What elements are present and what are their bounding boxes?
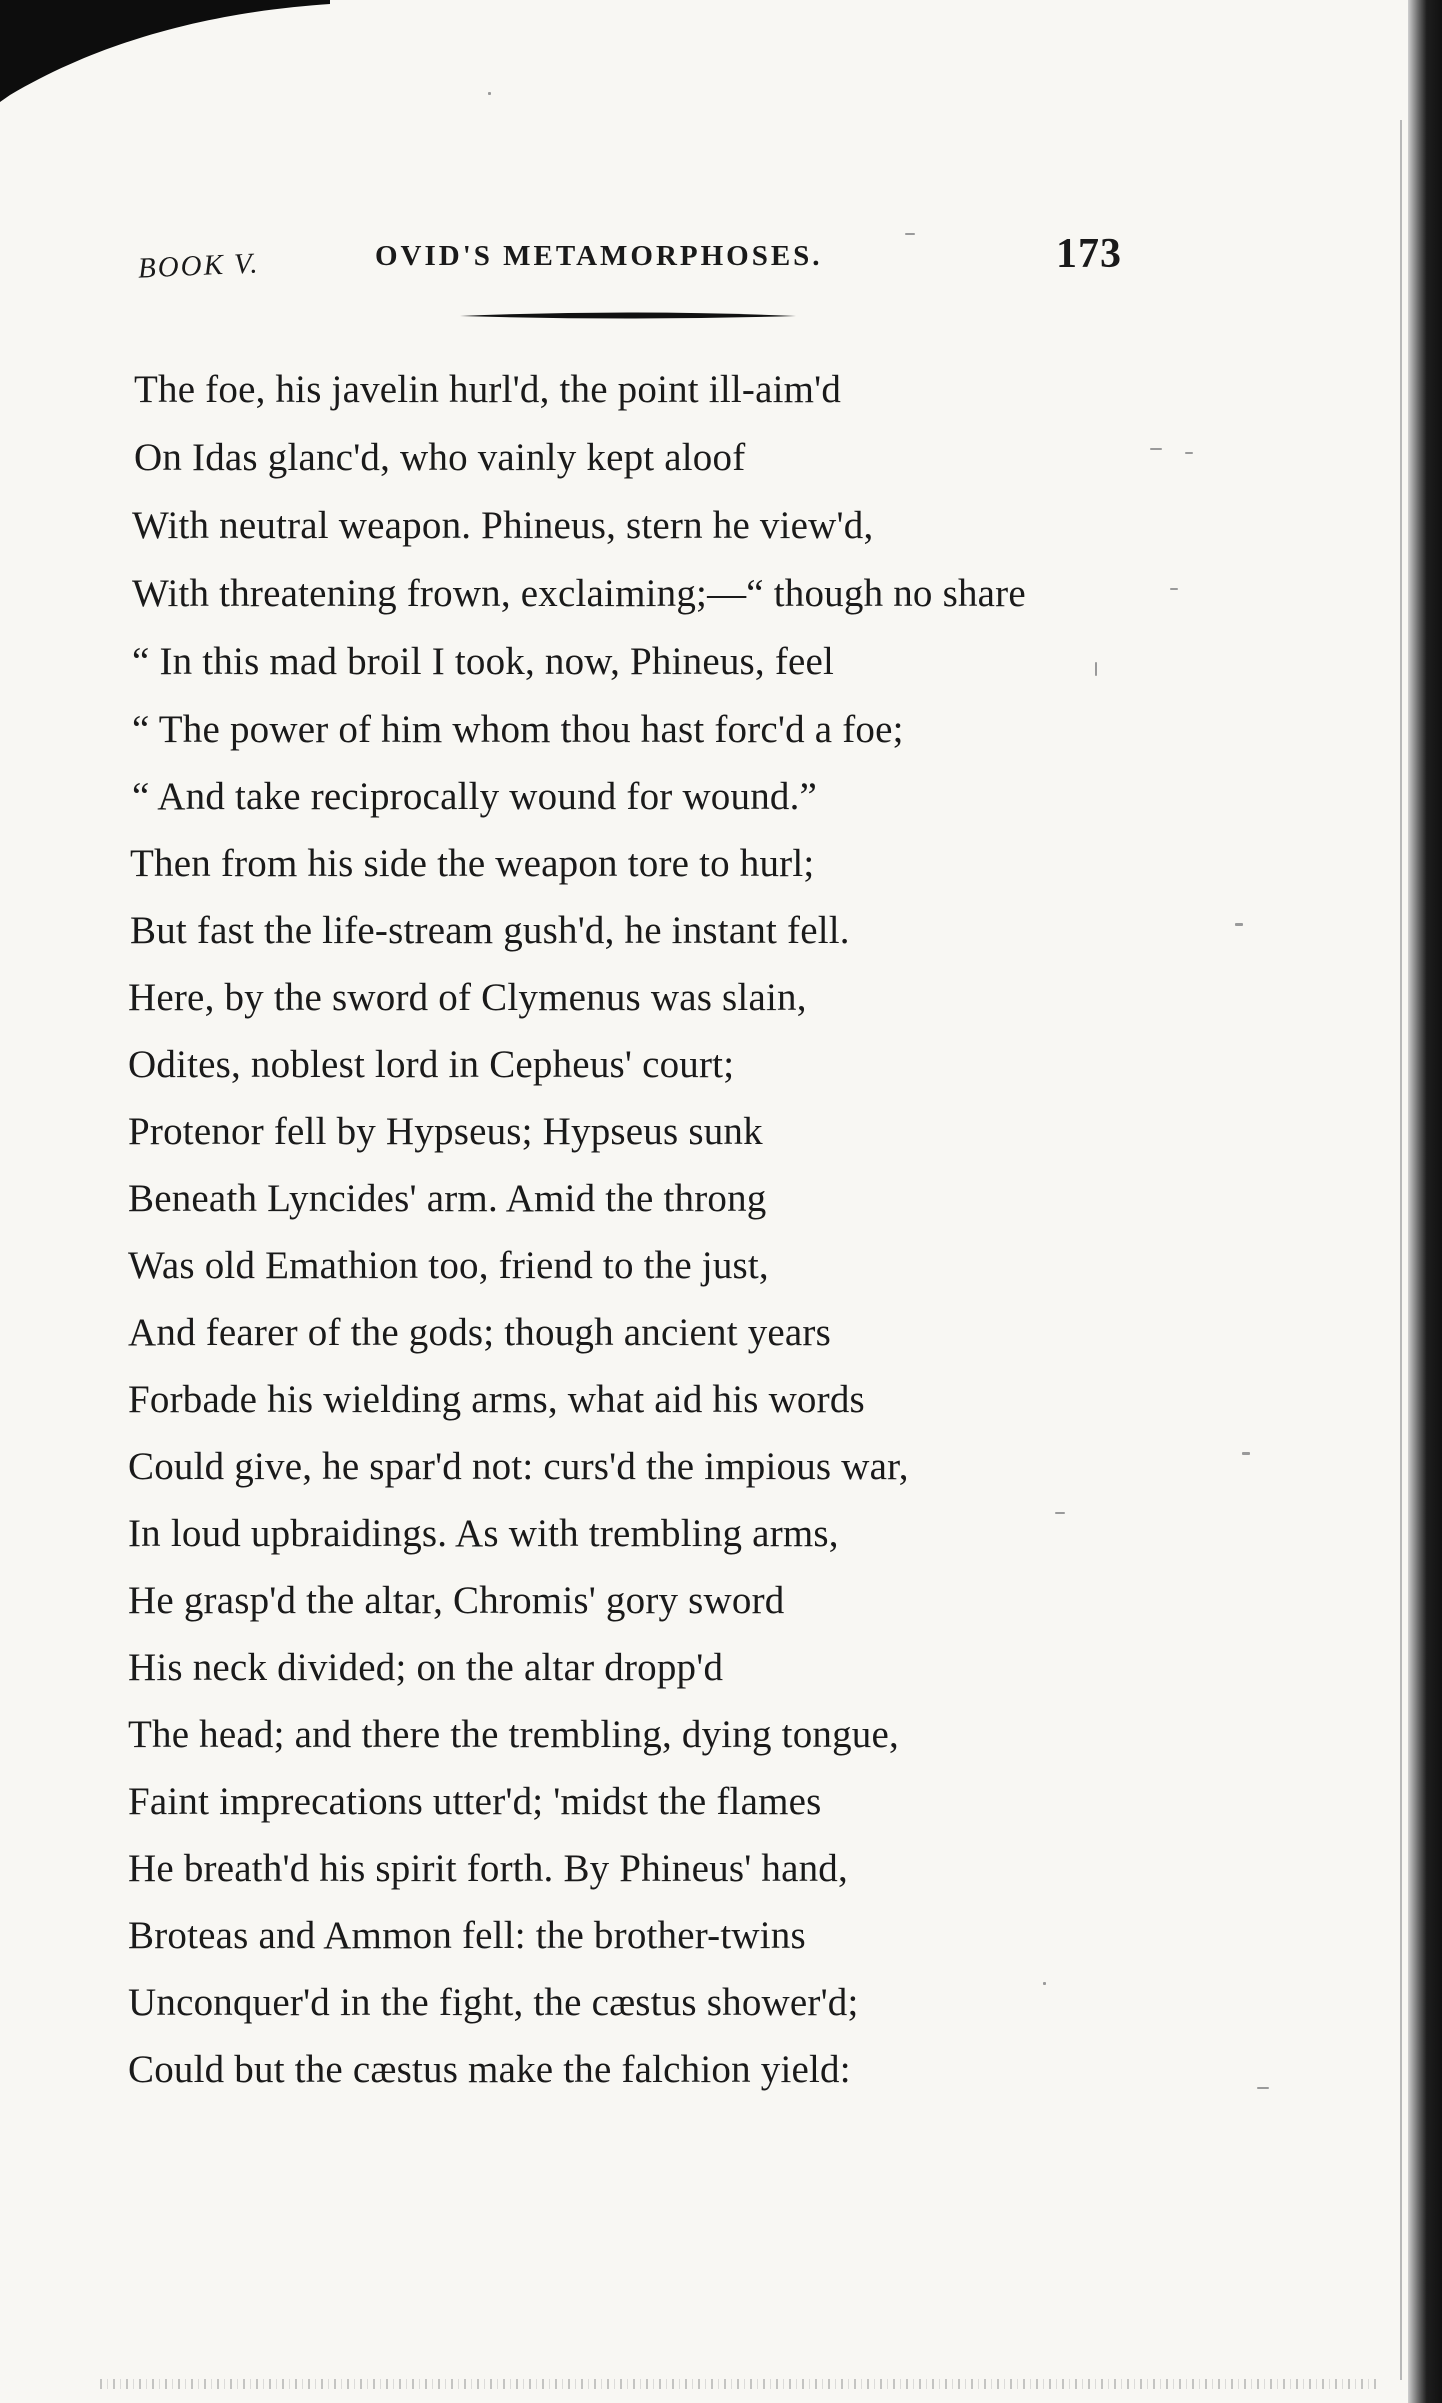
text-line: “ The power of him whom thou hast forc'd a foe; bbox=[132, 708, 904, 751]
text-line: Was old Emathion too, friend to the just, bbox=[128, 1244, 769, 1287]
text-line: “ And take reciprocally wound for wound.” bbox=[132, 775, 818, 818]
scan-speck bbox=[1150, 448, 1162, 450]
text-line: Broteas and Ammon fell: the brother-twins bbox=[128, 1914, 806, 1957]
running-header bbox=[130, 222, 1140, 285]
scan-speck bbox=[1235, 923, 1243, 926]
page-corner-shadow bbox=[0, 0, 330, 110]
scan-speck bbox=[1185, 452, 1193, 454]
running-title: OVID'S METAMORPHOSES. bbox=[375, 240, 823, 272]
scan-speck bbox=[1242, 1452, 1250, 1455]
text-line: With threatening frown, exclaiming;—“ though no share bbox=[132, 572, 1026, 615]
text-line: He grasp'd the altar, Chromis' gory sword bbox=[128, 1579, 785, 1622]
text-line: Unconquer'd in the fight, the cæstus shower'd; bbox=[128, 1981, 859, 2024]
scan-speck bbox=[488, 92, 491, 95]
scan-speck bbox=[1055, 1512, 1065, 1514]
page-number: 173 bbox=[1056, 231, 1122, 277]
text-line: Forbade his wielding arms, what aid his words bbox=[128, 1378, 865, 1421]
text-line: The head; and there the trembling, dying tongue, bbox=[128, 1713, 899, 1756]
text-line: Beneath Lyncides' arm. Amid the throng bbox=[128, 1177, 767, 1220]
binding-edge bbox=[1408, 0, 1442, 2403]
text-line: Faint imprecations utter'd; 'midst the flames bbox=[128, 1780, 822, 1823]
text-line: In loud upbraidings. As with trembling arms, bbox=[128, 1512, 839, 1555]
text-line: Could but the cæstus make the falchion yield: bbox=[128, 2048, 851, 2091]
text-line: And fearer of the gods; though ancient years bbox=[128, 1311, 831, 1354]
scan-speck bbox=[1043, 1982, 1046, 1985]
text-line: The foe, his javelin hurl'd, the point ill-aim'd bbox=[134, 368, 842, 411]
text-line: “ In this mad broil I took, now, Phineus, feel bbox=[132, 640, 835, 683]
text-line: But fast the life-stream gush'd, he instant fell. bbox=[130, 909, 850, 952]
text-line: Then from his side the weapon tore to hurl; bbox=[130, 842, 815, 885]
text-line: With neutral weapon. Phineus, stern he view'd, bbox=[132, 504, 874, 547]
text-line: Could give, he spar'd not: curs'd the impious war, bbox=[128, 1445, 909, 1488]
scan-speck bbox=[1170, 588, 1178, 590]
header-rule bbox=[460, 310, 796, 322]
page-edge-line bbox=[1400, 120, 1402, 2380]
scan-speck bbox=[1257, 2087, 1269, 2089]
text-line: On Idas glanc'd, who vainly kept aloof bbox=[134, 436, 746, 479]
scan-speck bbox=[905, 233, 915, 235]
text-line: His neck divided; on the altar dropp'd bbox=[128, 1646, 724, 1689]
text-line: Odites, noblest lord in Cepheus' court; bbox=[128, 1043, 735, 1086]
book-label: BOOK V. bbox=[137, 247, 261, 285]
text-line: He breath'd his spirit forth. By Phineus' hand, bbox=[128, 1847, 848, 1890]
text-line: Here, by the sword of Clymenus was slain, bbox=[128, 976, 807, 1019]
scan-speck bbox=[1095, 662, 1097, 676]
bottom-edge-noise bbox=[100, 2379, 1380, 2389]
text-line: Protenor fell by Hypseus; Hypseus sunk bbox=[128, 1110, 763, 1153]
